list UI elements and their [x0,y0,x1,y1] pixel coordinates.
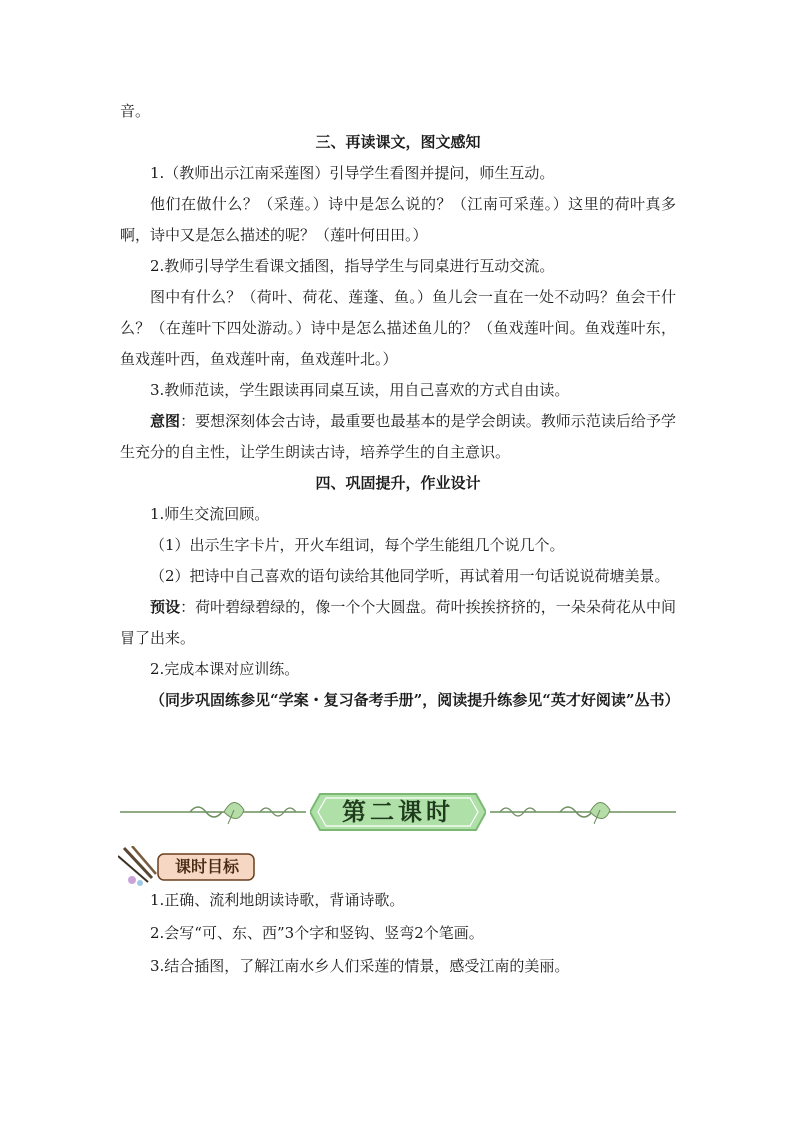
paragraph-1: 1.（教师出示江南采莲图）引导学生看图并提问，师生互动。 [150,164,555,182]
intent-text: ：要想深刻体会古诗，最重要也最基本的是学会朗读。教师示范读后给予学生充分的自主性，让学生朗读古诗，培养学生的自主意识。 [120,412,676,461]
lesson-body [120,96,680,716]
lesson-goals-label: 课时目标 [174,857,239,876]
preset-paragraph [120,592,676,654]
paragraph-3: 2.教师引导学生看课文插图，指导学生与同桌进行互动交流。 [150,257,555,275]
section-heading-4: 四、巩固提升，作业设计 [315,474,481,492]
intent-paragraph [120,406,676,468]
paragraph-9: 2.完成本课对应训练。 [150,660,300,678]
preset-label: 预设 [150,598,181,616]
goal-item: 3.结合插图，了解江南水乡人们采莲的情景，感受江南的美丽。 [150,957,570,975]
intent-label: 意图 [150,412,181,430]
lesson-banner-title: 第二课时 [342,797,454,826]
paragraph-8: （2）把诗中自己喜欢的语句读给其他同学听，再试着用一句话说说荷塘美景。 [150,567,670,585]
goal-item: 1.正确、流利地朗读诗歌，背诵诗歌。 [150,891,405,909]
paragraph-5: 3.教师范读，学生跟读再同桌互读，用自己喜欢的方式自由读。 [150,381,570,399]
lesson-goals-list [120,884,676,983]
paragraph-4: 图中有什么？（荷叶、荷花、莲蓬、鱼。）鱼儿会一直在一处不动吗？鱼会干什么？（在莲叶下四处游动。）诗中是怎么描述鱼儿的？（鱼戏莲叶间。鱼戏莲叶东，鱼戏莲叶西，鱼戏莲叶南，鱼戏莲叶北。） [120,288,676,368]
goal-item: 2.会写“可、东、西”3个字和竖钩、竖弯2个笔画。 [150,924,484,942]
preset-text: ：荷叶碧绿碧绿的，像一个个大圆盘。荷叶挨挨挤挤的，一朵朵荷花从中间冒了出来。 [120,598,676,647]
reference-note: （同步巩固练参见“学案・复习备考手册”，阅读提升练参见“英才好阅读”丛书） [150,691,680,709]
section-heading-3: 三、再读课文，图文感知 [315,133,481,151]
paragraph-7: （1）出示生字卡片，开火车组词，每个学生能组几个说几个。 [150,536,565,554]
lesson-divider [120,788,676,836]
lesson-goals-badge [118,846,258,886]
paragraph-6: 1.师生交流回顾。 [150,505,270,523]
paragraph-2: 他们在做什么？（采莲。）诗中是怎么说的？（江南可采莲。）这里的荷叶真多啊，诗中又是怎么描述的呢？（莲叶何田田。） [120,195,676,244]
paragraph-continuation: 音。 [120,102,151,120]
